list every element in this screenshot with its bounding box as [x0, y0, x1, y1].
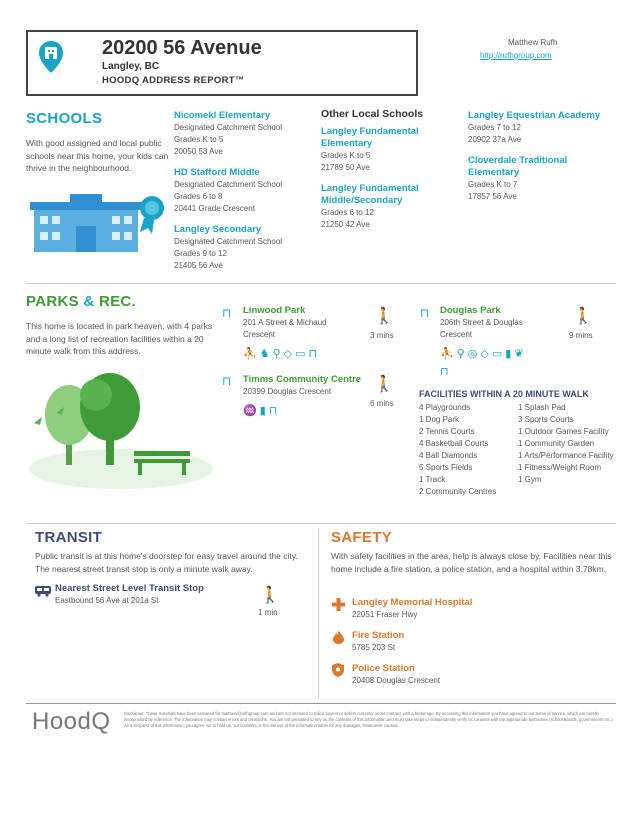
walk-time: 6 mins — [370, 399, 394, 408]
park-douglas: Douglas Park 206th Street & Douglas Crescent ⛹ ⚲ ◎ ◇ ▭ ▮ ❦ ⊓ — [440, 305, 570, 380]
facility-item: 2 Community Centres — [419, 487, 497, 496]
address-title: 20200 56 Avenue — [102, 37, 262, 59]
report-label: HOODQ ADDRESS REPORT™ — [102, 75, 245, 86]
divider — [26, 703, 616, 704]
bench-icon: ⊓ — [420, 306, 430, 320]
facility-item: 5 Sports Fields — [419, 463, 473, 472]
safety-police: Police Station 20408 Douglas Crescent — [352, 663, 441, 685]
walk-time: 1 min — [258, 608, 278, 617]
transit-intro: Public transit is at this home's doorstep for easy travel around the city. The nearest street transit stop is only a minute walk away. — [35, 551, 298, 574]
fitness-icon: ▮ — [505, 348, 512, 360]
garden-icon: ❦ — [514, 348, 524, 360]
walk-time: 9 mins — [569, 331, 593, 340]
fire-icon — [333, 630, 344, 649]
parks-intro: This home is located in park heaven, with 4 parks and a long list of recreation facilities within a 20 minute walk from this address. — [26, 321, 213, 356]
divider — [26, 523, 616, 524]
hospital-icon — [332, 598, 345, 616]
safety-fire: Fire Station 5785 203 St — [352, 630, 405, 652]
facility-item: 4 Ball Diamonds — [419, 451, 478, 460]
disclaimer-text: Disclaimer: These materials have been prepared for matthew@rufhgroup.com and are not intended to solicit buyers or sellers currently under contract with a brokerage. By accessing this information you have agreed to our terms of service, which are hereby incorporated by reference. The information may contain errors and omissions. You are not permitted to rely on the contents of this information and must take steps to independently verify its contents with the appropriate authorities (school boards, governments etc.). As a recipient of this information, you agree not to hold us, our licensors or the owners of the information liable for any damages, howsoever caused. — [124, 711, 614, 728]
safety-title: SAFETY — [331, 529, 392, 546]
facilities-left — [419, 402, 515, 498]
playground-icon: ⛹ — [440, 348, 454, 360]
school-lf-middle: Langley Fundamental Middle/Secondary Grades 6 to 12 21250 42 Ave — [321, 183, 461, 231]
parks-title: PARKS & REC. — [26, 293, 137, 310]
fire-station-name[interactable]: Fire Station — [352, 630, 405, 641]
transit-stop-name[interactable]: Nearest Street Level Transit Stop — [55, 583, 204, 594]
linwood-facility-icons — [243, 344, 373, 362]
location-pin-icon — [38, 40, 64, 79]
field-icon: ▭ — [491, 348, 503, 360]
school-name[interactable]: Nicomekl Elementary — [174, 110, 271, 121]
safety-hospital: Langley Memorial Hospital 22051 Fraser Hwy — [352, 597, 473, 619]
school-name[interactable]: Langley Secondary — [174, 224, 262, 235]
city-text: Langley, BC — [102, 61, 160, 72]
walking-person-icon: 🚶 — [374, 308, 394, 325]
schools-title: SCHOOLS — [26, 110, 103, 127]
park-trees-illustration — [26, 365, 216, 495]
walking-person-icon: 🚶 — [374, 376, 394, 393]
school-stafford: HD Stafford Middle Designated Catchment School Grades 6 to 8 20441 Grade Crescent — [174, 167, 314, 215]
facilities-right — [518, 402, 618, 486]
walk-time: 3 mins — [370, 331, 394, 340]
park-timms: Timms Community Centre 20399 Douglas Crescent ♒ ▮ ⊓ — [243, 374, 383, 419]
park-linwood: Linwood Park 201 A Street & Michaud Crescent ⛹ ♞ ⚲ ◇ ▭ ⊓ — [243, 305, 373, 362]
school-name[interactable]: Langley Fundamental Middle/Secondary — [321, 183, 419, 206]
school-equestrian: Langley Equestrian Academy Grades 7 to 12 20902 37a Ave — [468, 110, 618, 146]
transit-stop: Nearest Street Level Transit Stop Eastbound 56 Ave at 201a St — [55, 583, 255, 607]
agent-link[interactable]: http://rufhgroup.com — [480, 51, 552, 60]
dog-icon: ♞ — [259, 348, 270, 360]
facility-item: 1 Gym — [518, 475, 542, 484]
building-icon: ⊓ — [222, 374, 232, 388]
school-name[interactable]: HD Stafford Middle — [174, 167, 260, 178]
school-name[interactable]: Langley Fundamental Elementary — [321, 126, 419, 149]
hoodq-logo: HoodQ — [32, 708, 111, 735]
walking-person-icon: 🚶 — [260, 587, 280, 604]
school-name[interactable]: Cloverdale Traditional Elementary — [468, 155, 568, 178]
ball-diamond-icon: ◇ — [480, 348, 489, 360]
park-name[interactable]: Douglas Park — [440, 305, 501, 316]
school-lf-elementary: Langley Fundamental Elementary Grades K to 5 21789 50 Ave — [321, 126, 461, 174]
bench-icon: ⊓ — [222, 306, 232, 320]
park-name[interactable]: Linwood Park — [243, 305, 306, 316]
agent-name: Matthew Rufh — [508, 38, 558, 47]
gym-icon: ▮ — [259, 405, 266, 417]
facility-item: 1 Dog Park — [419, 415, 460, 424]
tennis-icon: ⚲ — [272, 348, 281, 360]
facility-item: 4 Playgrounds — [419, 403, 471, 412]
school-nicomekl: Nicomekl Elementary Designated Catchment School Grades K to 5 20050 53 Ave — [174, 110, 314, 158]
ball-diamond-icon: ◇ — [283, 348, 293, 360]
facility-item: 1 Track — [419, 475, 446, 484]
safety-intro: With safety facilities in the area, help is always close by. Facilities near this home include a fire station, a police station, and a hospital within 3.78km. — [331, 551, 612, 574]
transit-title: TRANSIT — [35, 529, 103, 546]
playground-icon: ⛹ — [243, 348, 257, 360]
police-station-name[interactable]: Police Station — [352, 663, 415, 674]
walking-person-icon: 🚶 — [573, 308, 593, 325]
bench-icon: ⊓ — [440, 366, 449, 378]
facility-item: 4 Basketball Courts — [419, 439, 489, 448]
arts-icon: ♒ — [243, 405, 257, 417]
school-building-icon — [30, 188, 170, 259]
basketball-icon: ◎ — [467, 348, 478, 360]
park-name[interactable]: Timms Community Centre — [243, 374, 362, 385]
tennis-icon: ⚲ — [456, 348, 465, 360]
douglas-facility-icons — [440, 344, 570, 380]
school-cloverdale: Cloverdale Traditional Elementary Grades K to 7 17857 56 Ave — [468, 155, 618, 203]
facility-item: 2 Tennis Courts — [419, 427, 475, 436]
facility-item: 3 Sports Courts — [518, 415, 574, 424]
facilities-title: FACILITIES WITHIN A 20 MINUTE WALK — [419, 389, 589, 399]
facility-item: 1 Fitness/Weight Room — [518, 463, 601, 472]
facility-item: 1 Community Garden — [518, 439, 595, 448]
hospital-name[interactable]: Langley Memorial Hospital — [352, 597, 473, 608]
vertical-divider — [318, 528, 319, 698]
field-icon: ▭ — [295, 348, 306, 360]
school-langley-secondary: Langley Secondary Designated Catchment School Grades 9 to 12 21405 56 Ave — [174, 224, 314, 272]
bus-icon — [35, 584, 51, 602]
school-name[interactable]: Langley Equestrian Academy — [468, 110, 601, 121]
divider — [26, 283, 616, 284]
bench-icon: ⊓ — [268, 405, 278, 417]
facility-item: 1 Outdoor Games Facility — [518, 427, 609, 436]
facility-item: 1 Arts/Performance Facility — [518, 451, 614, 460]
bench-icon: ⊓ — [308, 348, 318, 360]
schools-intro: With good assigned and local public schools near this home, your kids can thrive in the neighbourhood. — [26, 138, 169, 173]
timms-facility-icons — [243, 401, 383, 419]
police-shield-icon — [332, 663, 344, 682]
facility-item: 1 Splash Pad — [518, 403, 566, 412]
other-schools-title: Other Local Schools — [321, 108, 424, 120]
